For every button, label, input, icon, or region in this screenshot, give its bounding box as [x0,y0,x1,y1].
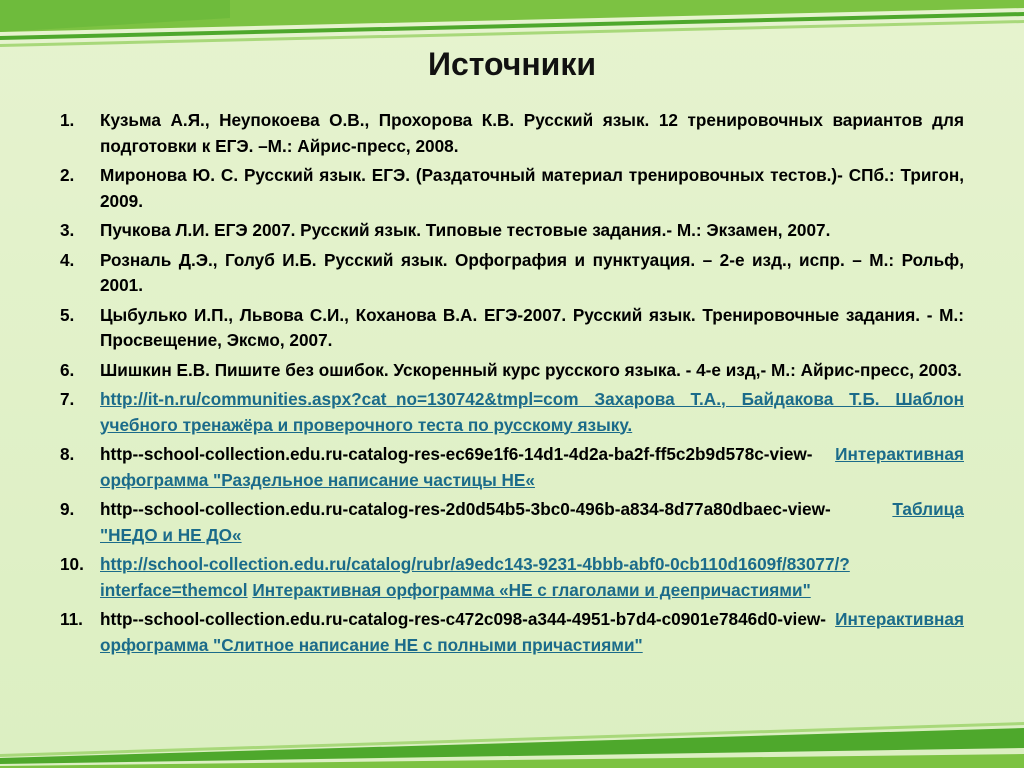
item-number: 1. [60,110,75,130]
list-item [60,607,964,658]
source-link[interactable]: http://it-n.ru/communities.aspx?cat_no=130742&tmpl=com Захарова Т.А., Байдакова Т.Б. Шаблон учебного тренажёра и проверочного теста по русскому языку. [100,389,964,435]
source-link-title[interactable]: Интерактивная орфограмма «НЕ с глаголами и деепричастиями" [252,579,811,600]
list-item [60,442,964,493]
list-item [60,248,964,299]
item-text: Шишкин Е.В. Пишите без ошибок. Ускоренный курс русского языка. - 4-е изд,- М.: Айрис-пресс, 2003. [100,359,962,380]
item-text: Миронова Ю. С. Русский язык. ЕГЭ. (Раздаточный материал тренировочных тестов.)- СПб.: Тригон, 2009. [100,165,964,211]
item-number: 5. [60,304,75,325]
item-number: 10. [60,554,84,574]
list-item [60,497,964,548]
list-item [60,387,964,438]
sources-list [60,108,964,662]
item-number: 6. [60,359,75,380]
item-number: 9. [60,499,75,519]
item-text: Цыбулько И.П., Львова С.И., Коханова В.А. ЕГЭ-2007. Русский язык. Тренировочные задания. - М.: Просвещение, Эксмо, 2007. [100,304,964,350]
item-number: 11. [60,609,83,629]
item-number: 7. [60,389,75,409]
list-item [60,163,964,214]
source-link[interactable]: Интерактивная орфограмма "Раздельное написание частицы НЕ« [100,444,964,490]
item-number: 8. [60,444,75,464]
source-link[interactable]: Таблица "НЕДО и НЕ ДО« [100,499,964,545]
list-item [60,218,964,244]
item-text: Пучкова Л.И. ЕГЭ 2007. Русский язык. Типовые тестовые задания.- М.: Экзамен, 2007. [100,220,831,240]
item-text: Розналь Д.Э., Голуб И.Б. Русский язык. Орфография и пунктуация. – 2-е изд., испр. – М.: Рольф, 2001. [100,249,964,295]
item-text: http--school-collection.edu.ru-catalog-res-ec69e1f6-14d1-4d2a-ba2f-ff5c2b9d578c-view- [100,444,813,464]
source-link[interactable]: http://school-collection.edu.ru/catalog/rubr/a9edc143-9231-4bbb-abf0-0cb110d1609f/83077/?interface=themcol [100,554,850,600]
bottom-decorative-stripes [0,708,1024,768]
list-item [60,552,964,603]
item-number: 4. [60,249,75,270]
list-item [60,108,964,159]
item-number: 2. [60,165,75,185]
list-item [60,303,964,354]
source-link[interactable]: Интерактивная орфограмма "Слитное написание НЕ с полными причастиями" [100,609,964,655]
item-text: http--school-collection.edu.ru-catalog-res-2d0d54b5-3bc0-496b-a834-8d77a80dbaec-view- [100,499,831,519]
slide-title: Источники [427,46,597,82]
item-number: 3. [60,220,75,240]
item-text: http--school-collection.edu.ru-catalog-res-c472c098-a344-4951-b7d4-c0901e7846d0-view- [100,609,826,629]
item-text: Кузьма А.Я., Неупокоева О.В., Прохорова К.В. Русский язык. 12 тренировочных вариантов для подготовки к ЕГЭ. –М.: Айрис-пресс, 2008. [100,110,964,156]
list-item [60,358,964,384]
